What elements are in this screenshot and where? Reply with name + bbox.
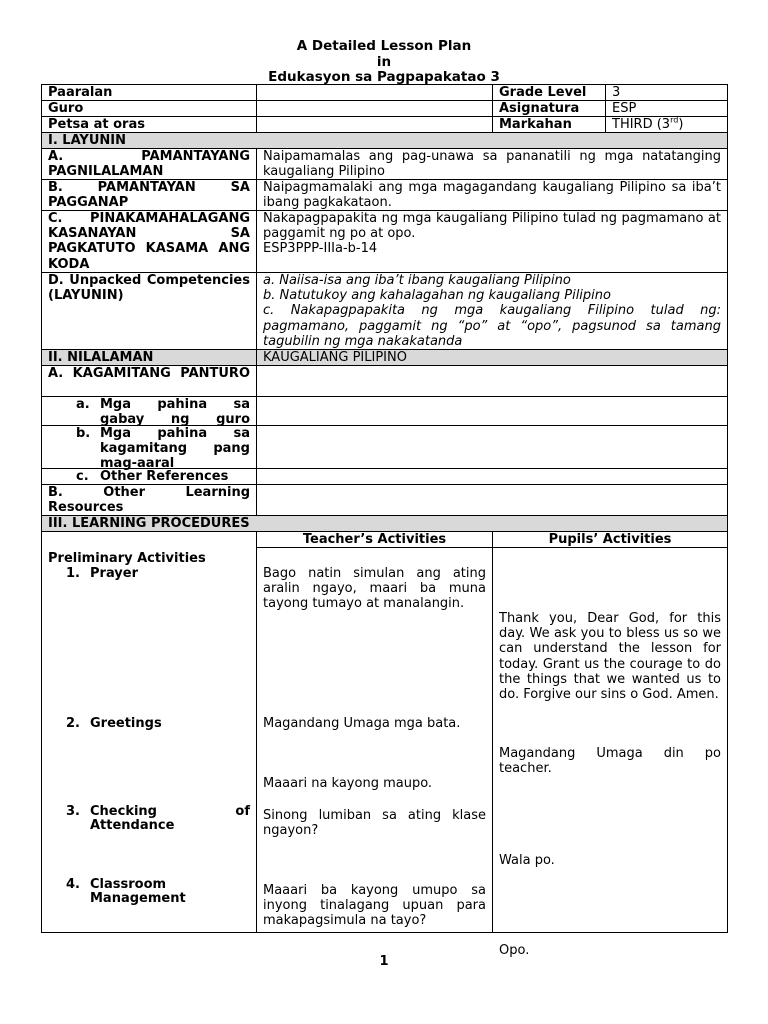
markahan-value: THIRD (3rd) [605,117,727,132]
teacher-greeting-text: Magandang Umaga mga bata. [263,716,461,731]
info-row-guro [42,100,727,116]
kasanayan-code: ESP3PPP-IIIa-b-14 [263,241,378,257]
paaralan-value [256,85,492,100]
asignatura-label: Asignatura [492,101,605,116]
pamantayang-pagnilalaman-text: Naipamamalas ang pag-unawa sa pananatili ng mga natatanging kaugaliang Pilipino [256,149,727,179]
other-references-num: c. [76,469,89,484]
kagamitang-pang-mag-aaral-value [256,426,727,468]
step-checking-attendance-label: Checking of Attendance [90,804,250,833]
other-references-cell [42,469,256,484]
kagamitang-panturo-value [256,366,727,396]
doc-title-in: in [376,54,392,70]
guro-value [256,101,492,116]
teacher-attendance-text: Sinong lumiban sa ating klase ngayon? [263,808,486,839]
doc-subject: Edukasyon sa Pagpapakatao 3 [268,69,500,85]
step-prayer [48,566,250,581]
kagamitang-panturo-label: A. KAGAMITANG PANTURO [48,366,250,381]
step-prayer-label: Prayer [90,566,139,581]
other-learning-resources-value [256,485,727,515]
teacher-sit-down-text: Maaari na kayong maupo. [263,776,433,791]
gabay-ng-guro-value [256,397,727,425]
step-greetings [48,716,250,731]
competency-b: b. Natutukoy ang kahalagahan ng kaugaliang Pilipino [263,288,611,304]
other-references-value [256,469,727,484]
gabay-ng-guro-row [42,396,727,428]
info-row-paaralan [42,85,727,100]
kasanayan-label: C. PINAKAMAHALAGANG KASANAYAN SA PAGKATUTO KASAMA ANG KODA [48,211,250,272]
layunin-row-d [42,272,727,349]
competency-a: a. Naiisa-isa ang iba’t ibang kaugaliang Pilipino [263,273,571,288]
competency-c: c. Nakapagpapakita ng mga kaugaliang Filipino tulad ng: pagmamano, paggamit ng “po” at “opo”, pagsunod sa tamang tagubilin ng mga nakakatanda [263,303,721,349]
step-checking-attendance-num: 3. [66,804,80,819]
asignatura-value: ESP [605,101,727,116]
pupils-attendance-text: Wala po. [499,853,555,868]
kagamitang-panturo-row [42,365,727,396]
pamantayang-pagnilalaman-label: A. PAMANTAYANG PAGNILALAMAN [48,149,250,180]
kasanayan-text: Nakapagpapakita ng mga kaugaliang Pilipino tulad ng pagmamano at paggamit ng po at opo. [263,211,721,242]
unpacked-competencies-cell [256,273,727,349]
lesson-plan-table [41,84,728,958]
pupils-activities-header: Pupils’ Activities [493,532,727,548]
kagamitang-pang-mag-aaral-num: b. [76,426,91,441]
step-checking-attendance [48,805,250,833]
guro-label: Guro [48,101,84,116]
procedures-heading: III. LEARNING PROCEDURES [48,516,250,531]
other-learning-resources-label: B. Other Learning Resources [48,485,250,516]
info-row-petsa [42,116,727,132]
procedure-steps-column [42,532,256,932]
petsa-label: Petsa at oras [48,117,145,132]
grade-level-label: Grade Level [492,85,605,100]
pupils-activities-column [492,532,727,958]
pupils-prayer-text: Thank you, Dear God, for this day. We ask you to bless us so we can understand the lesson for today. Grant us the courage to do the things that we wanted us to do. Forgive our sins o God. Amen. [499,611,721,703]
pamantayan-sa-pagganap-label: B. PAMANTAYAN SA PAGGANAP [48,180,250,211]
petsa-value [256,117,492,132]
teacher-activities-column [256,532,492,932]
kagamitang-pang-mag-aaral-row [42,425,727,472]
nilalaman-row [42,349,727,365]
gabay-ng-guro-label: Mga pahina sa gabay ng guro [100,397,250,428]
procedures-heading-row [42,515,727,531]
other-references-label: Other References [100,469,229,484]
layunin-row-a [42,148,727,179]
teacher-prayer-text: Bago natin simulan ang ating aralin ngayo, maari ba muna tayong tumayo at manalangin. [263,566,486,612]
teacher-management-text: Maaari ba kayong umupo sa inyong tinalagang upuan para makapagsimula na tayo? [263,883,486,929]
nilalaman-heading: II. NILALAMAN [48,350,154,365]
markahan-label: Markahan [492,117,605,132]
step-classroom-management-num: 4. [66,877,80,892]
preliminary-activities-label: Preliminary Activities [48,551,206,566]
gabay-ng-guro-cell [42,397,256,428]
paaralan-label: Paaralan [48,85,113,100]
unpacked-competencies-label: D. Unpacked Competencies (LAYUNIN) [48,273,250,304]
layunin-row-c [42,210,727,272]
pupils-management-text: Opo. [499,943,530,958]
doc-title: A Detailed Lesson Plan [296,38,472,54]
step-classroom-management-label: Classroom Management [90,877,186,906]
procedures-body [42,531,727,958]
page-number: 1 [379,954,389,969]
nilalaman-value: KAUGALIANG PILIPINO [256,350,727,365]
layunin-row-b [42,179,727,210]
layunin-heading-row [42,132,727,148]
pupils-greeting-text: Magandang Umaga din po teacher. [499,746,721,777]
step-greetings-label: Greetings [90,716,162,731]
gabay-ng-guro-num: a. [76,397,90,412]
pamantayan-sa-pagganap-text: Naipagmamalaki ang mga magagandang kaugaliang Pilipino sa iba’t ibang pagkakataon. [256,180,727,210]
kagamitang-pang-mag-aaral-cell [42,426,256,472]
layunin-heading: I. LAYUNIN [48,133,126,148]
kagamitang-pang-mag-aaral-label: Mga pahina sa kagamitang pang mag-aaral [100,426,250,472]
kasanayan-cell [256,211,727,272]
other-references-row [42,468,727,484]
grade-level-value: 3 [605,85,727,100]
step-classroom-management [48,878,250,906]
step-prayer-num: 1. [66,566,80,581]
step-greetings-num: 2. [66,716,80,731]
other-learning-resources-row [42,484,727,515]
teacher-activities-header: Teacher’s Activities [257,532,492,548]
